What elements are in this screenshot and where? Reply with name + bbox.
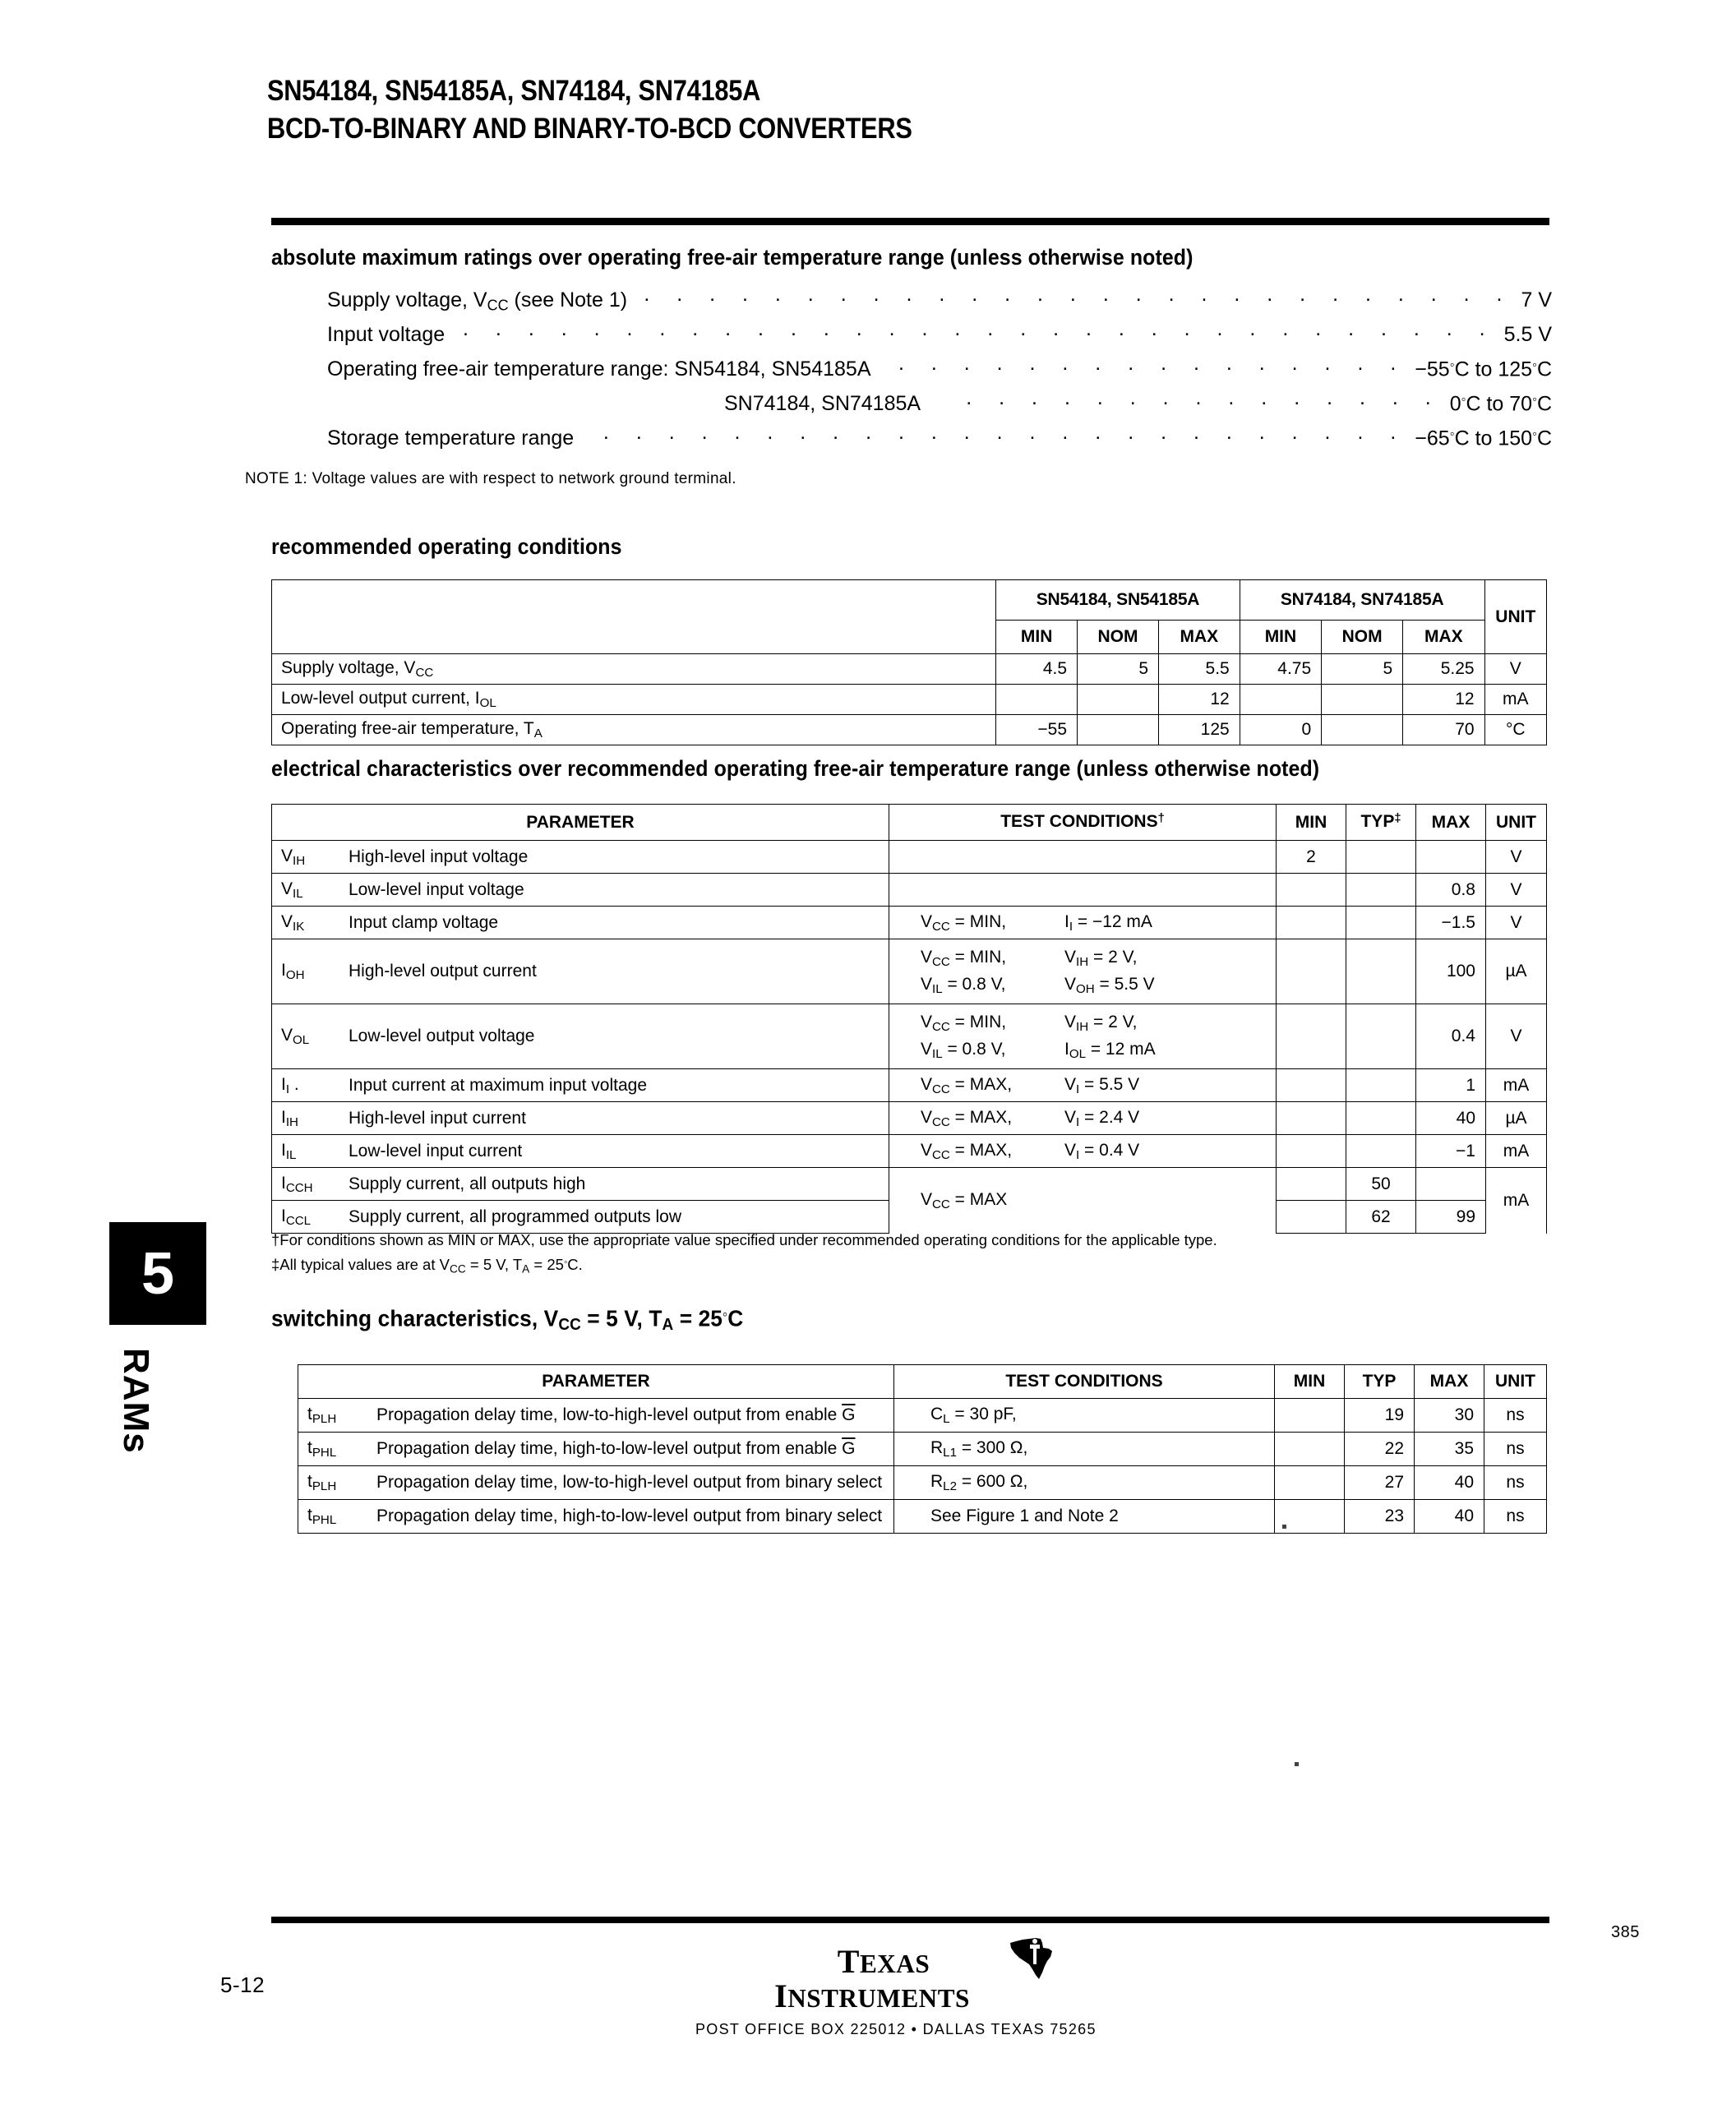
cell-value <box>1322 685 1403 715</box>
header-typ: TYP <box>1345 1365 1415 1399</box>
cell-unit: µA <box>1486 1102 1547 1135</box>
test-conditions-cell: $R_{L1} = 300$ Ω, <box>894 1433 1275 1466</box>
electrical-characteristics-heading: electrical characteristics over recommended operating free-air temperature range (unless otherwise noted) <box>271 756 1320 781</box>
cell-value <box>1078 715 1159 745</box>
test-conditions-cell <box>889 841 1277 874</box>
dot-leader <box>889 355 1407 376</box>
cell-value <box>1322 715 1403 745</box>
condition-part: $V_{CC}$ = MAX, <box>921 1107 1013 1129</box>
cell-max: 0.4 <box>1416 1004 1486 1069</box>
cell-max <box>1416 841 1486 874</box>
table-row <box>272 654 1547 685</box>
symbol-vol: $V_{OL}$ <box>272 1004 346 1069</box>
table-row <box>272 907 1547 939</box>
test-conditions-cell <box>889 1102 1277 1135</box>
symbol-iccl: $I_{CCL}$ <box>272 1201 346 1234</box>
condition-part: $V_{IL} = 0.8$ V, <box>921 1040 1006 1061</box>
page-title <box>267 72 1500 148</box>
condition-part: $I_{OL} = 12$ mA <box>1064 1040 1156 1061</box>
condition-part: $V_{IH} = 2$ V, <box>1064 947 1138 969</box>
cell-max: 40 <box>1415 1466 1484 1500</box>
cell-max: 1 <box>1416 1069 1486 1102</box>
test-conditions-cell <box>889 1135 1277 1168</box>
device-title: SN54184, SN54185A, SN74184, SN74185A <box>267 75 761 107</box>
chapter-number: 5 <box>141 1240 175 1307</box>
condition-part: $V_{CC}$ = MIN, <box>921 1012 1007 1034</box>
symbol-iih: $I_{IH}$ <box>272 1102 346 1135</box>
symbol-vik: $V_{IK}$ <box>272 907 346 939</box>
test-conditions-cell: $R_{L2} = 600$ Ω, <box>894 1466 1275 1500</box>
cell-value <box>1240 685 1321 715</box>
footer-rule <box>271 1917 1549 1923</box>
header-test-conditions <box>889 805 1277 841</box>
test-conditions-cell <box>889 874 1277 907</box>
table-row <box>272 1069 1547 1102</box>
cell-min <box>1275 1466 1345 1500</box>
table-row <box>272 841 1547 874</box>
cell-typ: 27 <box>1345 1466 1415 1500</box>
cell-typ <box>1346 1102 1416 1135</box>
dot-leader <box>592 424 1406 445</box>
symbol-vil: $V_{IL}$ <box>272 874 346 907</box>
cell-typ <box>1346 841 1416 874</box>
cell-value: 5 <box>1322 654 1403 685</box>
cell-value: 5.5 <box>1159 654 1240 685</box>
cell-min <box>1277 874 1346 907</box>
param-operating-free-air-temperature: Operating free-air temperature, $T_A$ <box>272 715 996 745</box>
cell-max: −1.5 <box>1416 907 1486 939</box>
cell-max: 0.8 <box>1416 874 1486 907</box>
test-conditions-cell: $C_L = 30$ pF, <box>894 1399 1275 1433</box>
cell-unit: °C <box>1484 715 1546 745</box>
condition-part: $V_I = 0.4$ V <box>1064 1140 1140 1162</box>
subheader-nom: NOM <box>1322 621 1403 654</box>
cell-value <box>996 685 1078 715</box>
param-low-level-output-current: Low-level output current, $I_{OL}$ <box>272 685 996 715</box>
symbol-ii: $I_I$ . <box>272 1069 346 1102</box>
abs-max-row <box>327 286 1552 321</box>
symbol-tplh: $t_{PLH}$ <box>298 1466 374 1500</box>
table-row <box>272 715 1547 745</box>
group-header-54: SN54184, SN54185A <box>996 580 1240 621</box>
abs-max-row <box>327 355 1552 390</box>
cell-min <box>1277 1135 1346 1168</box>
condition-part: $V_{CC}$ = MIN, <box>921 947 1007 969</box>
page-number-right: 385 <box>1611 1923 1640 1941</box>
subheader-min: MIN <box>1240 621 1321 654</box>
cell-value: 0 <box>1240 715 1321 745</box>
param-description: Input clamp voltage <box>345 907 889 939</box>
cell-unit: mA <box>1486 1069 1547 1102</box>
footnote-ddagger: ‡All typical values are at $V_{CC} = 5$ V, $T_A = 25^◦C$. <box>271 1255 583 1276</box>
cell-typ <box>1346 907 1416 939</box>
param-description: Low-level input current <box>345 1135 889 1168</box>
param-description-text: Propagation delay time, low-to-high-level output from enable <box>376 1405 843 1424</box>
ti-address: POST OFFICE BOX 225012 • DALLAS TEXAS 75265 <box>695 2020 1097 2037</box>
cell-min: 2 <box>1277 841 1346 874</box>
unit-header: UNIT <box>1484 580 1546 654</box>
condition-line <box>889 1072 1276 1099</box>
cell-typ: 62 <box>1346 1201 1416 1234</box>
cell-typ <box>1346 939 1416 1004</box>
recommended-operating-conditions-table <box>271 579 1547 745</box>
table-row <box>298 1433 1547 1466</box>
cell-unit: ns <box>1484 1500 1547 1534</box>
condition-part: $V_{CC}$ = MAX, <box>921 1140 1013 1162</box>
abs-max-label: SN74184, SN74185A <box>724 392 921 415</box>
cell-unit: mA <box>1486 1168 1547 1234</box>
scan-speck <box>1295 1762 1299 1766</box>
ti-logo-line1 <box>695 1943 1049 1980</box>
abs-max-row <box>327 321 1552 355</box>
condition-part: $V_{CC}$ = MIN, <box>921 911 1007 934</box>
cell-unit: V <box>1486 874 1547 907</box>
abs-max-label: Supply voltage, $V_{CC}$ (see Note 1) <box>327 288 628 314</box>
cell-unit: V <box>1486 907 1547 939</box>
cell-unit: mA <box>1484 685 1546 715</box>
table-row <box>298 1399 1547 1433</box>
abs-max-value: 0◦C to 70◦C <box>1449 391 1552 415</box>
cell-min <box>1277 939 1346 1004</box>
test-conditions-cell <box>889 1069 1277 1102</box>
test-conditions-cell: See Figure 1 and Note 2 <box>894 1500 1275 1534</box>
test-conditions-cell <box>889 907 1277 939</box>
param-description: Input current at maximum input voltage <box>345 1069 889 1102</box>
condition-line <box>889 971 1276 999</box>
condition-part: $V_{CC}$ = MAX, <box>921 1074 1013 1096</box>
table-row <box>272 1135 1547 1168</box>
param-description: Propagation delay time, low-to-high-level output from binary select <box>373 1466 894 1500</box>
condition-line <box>889 909 1276 936</box>
cell-min <box>1275 1399 1345 1433</box>
footnote-dagger: †For conditions shown as MIN or MAX, use the appropriate value specified under recommended operating conditions for the applicable type. <box>271 1231 1217 1248</box>
condition-line <box>889 1187 1276 1214</box>
condition-line <box>889 1036 1276 1064</box>
condition-line <box>889 1105 1276 1132</box>
cell-max: 99 <box>1416 1201 1486 1234</box>
switching-characteristics-table <box>298 1364 1547 1534</box>
table-row <box>298 1466 1547 1500</box>
cell-value: 12 <box>1403 685 1484 715</box>
cell-min <box>1277 1102 1346 1135</box>
param-description: High-level input current <box>345 1102 889 1135</box>
condition-line <box>889 1137 1276 1165</box>
subheader-nom: NOM <box>1078 621 1159 654</box>
abs-max-row <box>327 424 1552 459</box>
cell-unit: ns <box>1484 1399 1547 1433</box>
roc-heading: recommended operating conditions <box>271 534 622 559</box>
cell-typ: 22 <box>1345 1433 1415 1466</box>
dagger-marker: † <box>1157 812 1165 826</box>
dot-leader <box>463 321 1495 341</box>
cell-typ <box>1346 1135 1416 1168</box>
electrical-characteristics-table <box>271 804 1547 1234</box>
header-parameter: PARAMETER <box>272 805 889 841</box>
condition-part: $V_I = 5.5$ V <box>1064 1074 1140 1096</box>
cell-max: −1 <box>1416 1135 1486 1168</box>
cell-max: 35 <box>1415 1433 1484 1466</box>
cell-max: 40 <box>1415 1500 1484 1534</box>
cell-max: 100 <box>1416 939 1486 1004</box>
abs-max-label: Input voltage <box>327 323 446 346</box>
header-test-conditions-label: TEST CONDITIONS <box>1000 812 1158 832</box>
header-unit: UNIT <box>1484 1365 1547 1399</box>
cell-unit: ns <box>1484 1466 1547 1500</box>
cell-value: 5 <box>1078 654 1159 685</box>
chapter-label: RAMs <box>116 1348 156 1454</box>
header-rule <box>271 218 1549 225</box>
param-description <box>373 1433 894 1466</box>
header-unit: UNIT <box>1486 805 1547 841</box>
dot-leader <box>939 390 1442 410</box>
table-row <box>272 1004 1547 1069</box>
table-header-row <box>272 805 1547 841</box>
cell-value: 125 <box>1159 715 1240 745</box>
cell-max: 30 <box>1415 1399 1484 1433</box>
cell-min <box>1277 1069 1346 1102</box>
abs-max-heading: absolute maximum ratings over operating free-air temperature range (unless otherwise noted) <box>271 245 1194 270</box>
cell-unit: V <box>1486 1004 1547 1069</box>
table-row <box>298 1500 1547 1534</box>
abs-max-value: 5.5 V <box>1503 323 1552 346</box>
header-parameter: PARAMETER <box>298 1365 894 1399</box>
table-row <box>272 1102 1547 1135</box>
condition-part: $V_{CC}$ = MAX <box>921 1190 1008 1211</box>
cell-value: 4.75 <box>1240 654 1321 685</box>
cell-min <box>1275 1433 1345 1466</box>
cell-max: 40 <box>1416 1102 1486 1135</box>
subheader-min: MIN <box>996 621 1078 654</box>
param-description: High-level output current <box>345 939 889 1004</box>
cell-unit: ns <box>1484 1433 1547 1466</box>
ti-logo <box>695 1943 1097 2038</box>
param-description: Low-level output voltage <box>345 1004 889 1069</box>
cell-min <box>1277 907 1346 939</box>
dot-leader <box>645 286 1512 307</box>
cell-typ <box>1346 1069 1416 1102</box>
symbol-tplh: $t_{PLH}$ <box>298 1399 374 1433</box>
symbol-tphl: $t_{PHL}$ <box>298 1433 374 1466</box>
cell-typ <box>1346 1004 1416 1069</box>
subheader-max: MAX <box>1159 621 1240 654</box>
ti-logo-line2-rest: NSTRUMENTS <box>787 1984 970 2014</box>
header-min: MIN <box>1275 1365 1345 1399</box>
param-description-text: Propagation delay time, high-to-low-level output from enable <box>376 1439 843 1458</box>
symbol-ioh: $I_{OH}$ <box>272 939 346 1004</box>
symbol-vih: $V_{IH}$ <box>272 841 346 874</box>
abs-max-value: −65◦C to 150◦C <box>1415 426 1552 450</box>
cell-typ: 23 <box>1345 1500 1415 1534</box>
switching-characteristics-heading: switching characteristics, $V_{CC} = 5$ V, $T_A = 25^◦C$ <box>271 1305 744 1335</box>
condition-line <box>889 944 1276 971</box>
subheader-max: MAX <box>1403 621 1484 654</box>
test-conditions-cell <box>889 939 1277 1004</box>
abs-max-value: 7 V <box>1521 288 1552 311</box>
symbol-icch: $I_{CCH}$ <box>272 1168 346 1201</box>
enable-g-overline: $\overline{G}$ <box>842 1439 856 1458</box>
cell-typ: 19 <box>1345 1399 1415 1433</box>
texas-state-logo-icon <box>1008 1936 1057 1982</box>
cell-typ <box>1346 874 1416 907</box>
page-number-left: 5-12 <box>220 1972 265 1997</box>
param-description: High-level input voltage <box>345 841 889 874</box>
table-footnotes <box>271 1228 1554 1279</box>
cell-value: 4.5 <box>996 654 1078 685</box>
cell-max <box>1416 1168 1486 1201</box>
table-header-row <box>272 580 1547 621</box>
param-description <box>373 1399 894 1433</box>
cell-value: 5.25 <box>1403 654 1484 685</box>
ddagger-marker: ‡ <box>1394 812 1401 826</box>
table-row <box>272 685 1547 715</box>
abs-max-list <box>327 286 1552 459</box>
blank-header-cell <box>272 580 996 654</box>
condition-line <box>889 1009 1276 1036</box>
test-conditions-cell <box>889 1168 1277 1234</box>
cell-min <box>1277 1168 1346 1201</box>
table-row <box>272 939 1547 1004</box>
chapter-tab <box>109 1222 206 1325</box>
header-typ <box>1346 805 1416 841</box>
condition-part: $I_I = -12$ mA <box>1064 911 1152 934</box>
abs-max-value: −55◦C to 125◦C <box>1415 357 1552 381</box>
header-test-conditions: TEST CONDITIONS <box>894 1365 1275 1399</box>
param-description: Supply current, all programmed outputs low <box>345 1201 889 1234</box>
cell-typ: 50 <box>1346 1168 1416 1201</box>
ti-logo-line2-cap: I <box>774 1977 788 2015</box>
ti-logo-line1-rest: EXAS <box>859 1949 930 1978</box>
enable-g-overline: $\overline{G}$ <box>842 1405 856 1424</box>
cell-value: 70 <box>1403 715 1484 745</box>
header-max: MAX <box>1416 805 1486 841</box>
condition-part: $V_{OH} = 5.5$ V <box>1064 975 1155 996</box>
cell-value <box>1078 685 1159 715</box>
abs-max-label: Storage temperature range <box>327 427 575 450</box>
param-description: Low-level input voltage <box>345 874 889 907</box>
condition-part: $V_{IH} = 2$ V, <box>1064 1012 1138 1034</box>
cell-value: −55 <box>996 715 1078 745</box>
table-row <box>272 874 1547 907</box>
note-1: NOTE 1: Voltage values are with respect to network ground terminal. <box>245 470 736 487</box>
symbol-tphl: $t_{PHL}$ <box>298 1500 374 1534</box>
header-max: MAX <box>1415 1365 1484 1399</box>
cell-unit: µA <box>1486 939 1547 1004</box>
header-min: MIN <box>1277 805 1346 841</box>
param-description: Supply current, all outputs high <box>345 1168 889 1201</box>
condition-part: $V_I = 2.4$ V <box>1064 1107 1140 1129</box>
condition-part: $V_{IL} = 0.8$ V, <box>921 975 1006 996</box>
group-header-74: SN74184, SN74185A <box>1240 580 1484 621</box>
table-header-row <box>298 1365 1547 1399</box>
cell-unit: mA <box>1486 1135 1547 1168</box>
param-description: Propagation delay time, high-to-low-level output from binary select <box>373 1500 894 1534</box>
cell-min <box>1277 1004 1346 1069</box>
ti-logo-line2 <box>695 1977 1049 2015</box>
table-row <box>272 1168 1547 1201</box>
abs-max-label: Operating free-air temperature range: SN54184, SN54185A <box>327 358 871 381</box>
cell-value: 12 <box>1159 685 1240 715</box>
symbol-iil: $I_{IL}$ <box>272 1135 346 1168</box>
cell-unit: V <box>1484 654 1546 685</box>
test-conditions-cell <box>889 1004 1277 1069</box>
cell-unit: V <box>1486 841 1547 874</box>
param-supply-voltage: Supply voltage, $V_{CC}$ <box>272 654 996 685</box>
device-subtitle: BCD-TO-BINARY AND BINARY-TO-BCD CONVERTERS <box>267 113 912 145</box>
scan-speck <box>1282 1525 1286 1529</box>
ti-logo-line1-cap: T <box>837 1943 860 1980</box>
header-typ-label: TYP <box>1360 812 1395 832</box>
abs-max-row <box>327 390 1552 424</box>
